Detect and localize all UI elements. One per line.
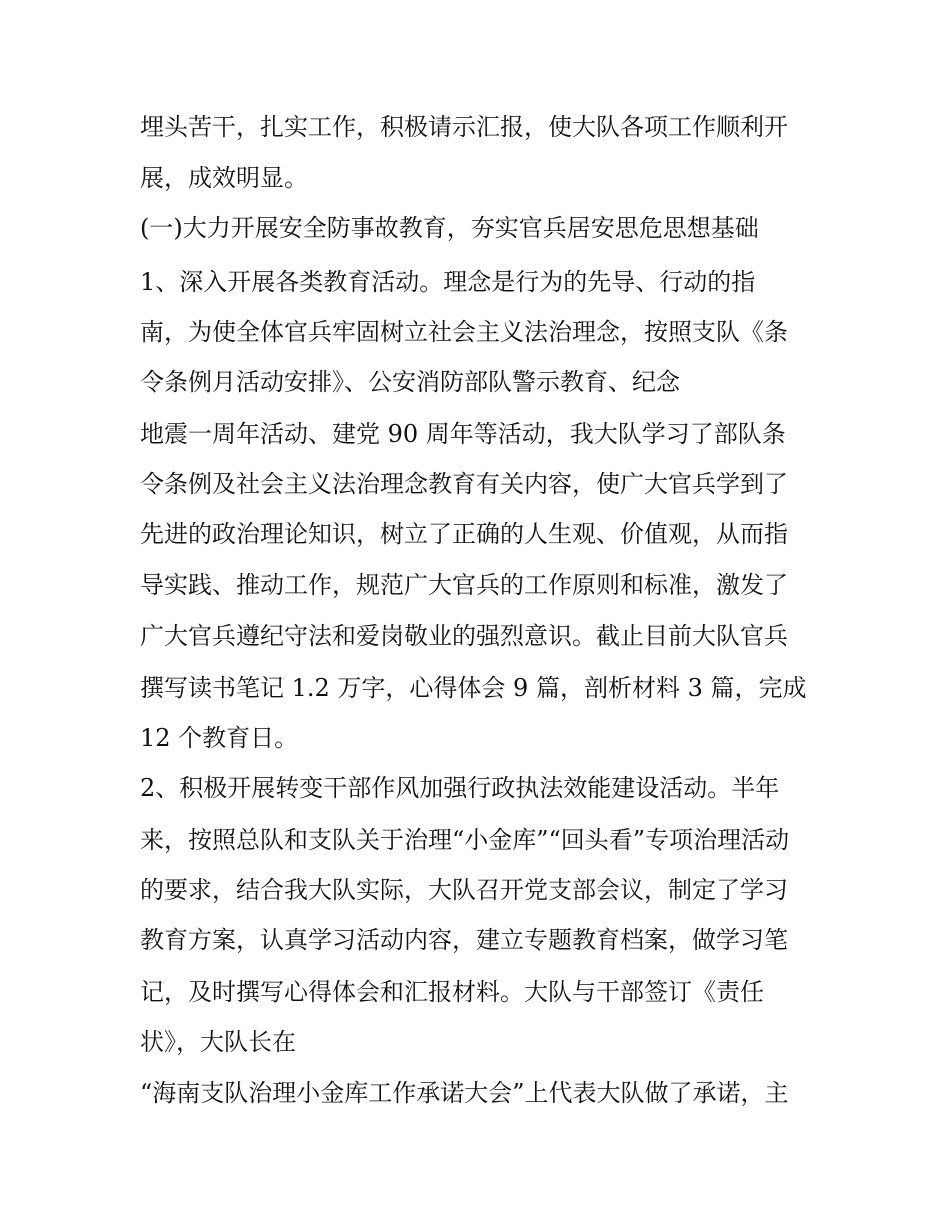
text-line-20: “海南支队治理小金库工作承诺大会”上代表大队做了承诺，主 [140, 1079, 789, 1107]
section-heading: (一)大力开展安全防事故教育，夯实官兵居安思危思想基础 [140, 214, 759, 242]
text-line-17: 教育方案，认真学习活动内容，建立专题教育档案，做学习笔 [140, 926, 788, 954]
text-line-7: 地震一周年活动、建党 90 周年等活动，我大队学习了部队条 [140, 420, 786, 448]
text-line-12: 撰写读书笔记 1.2 万字，心得体会 9 篇，剖析材料 3 篇，完成 [140, 674, 807, 702]
text-line-16: 的要求，结合我大队实际，大队召开党支部会议，制定了学习 [140, 876, 788, 904]
text-line-10: 导实践、推动工作，规范广大官兵的工作原则和标准，激发了 [140, 571, 788, 599]
text-line-6: 令条例月活动安排》、公安消防部队警示教育、纪念 [140, 368, 680, 396]
text-line-5: 南，为使全体官兵牢固树立社会主义法治理念，按照支队《条 [140, 318, 788, 346]
text-line-18: 记，及时撰写心得体会和汇报材料。大队与干部签订《责任 [140, 978, 764, 1006]
text-line-14: 2、积极开展转变干部作风加强行政执法效能建设活动。半年 [140, 774, 780, 802]
text-line-9: 先进的政治理论知识，树立了正确的人生观、价值观，从而指 [140, 520, 788, 548]
text-line-15: 来，按照总队和支队关于治理“小金库”“回头看”专项治理活动 [140, 826, 790, 854]
text-line-13: 12 个教育日。 [140, 724, 299, 752]
text-line-8: 令条例及社会主义法治理念教育有关内容，使广大官兵学到了 [140, 470, 788, 498]
text-line-19: 状》，大队长在 [140, 1028, 296, 1056]
text-line-1: 埋头苦干，扎实工作，积极请示汇报，使大队各项工作顺利开 [140, 113, 788, 141]
text-line-4: 1、深入开展各类教育活动。理念是行为的先导、行动的指 [140, 268, 756, 296]
text-line-11: 广大官兵遵纪守法和爱岗敬业的强烈意识。截止目前大队官兵 [140, 622, 788, 650]
text-line-2: 展，成效明显。 [140, 164, 308, 192]
